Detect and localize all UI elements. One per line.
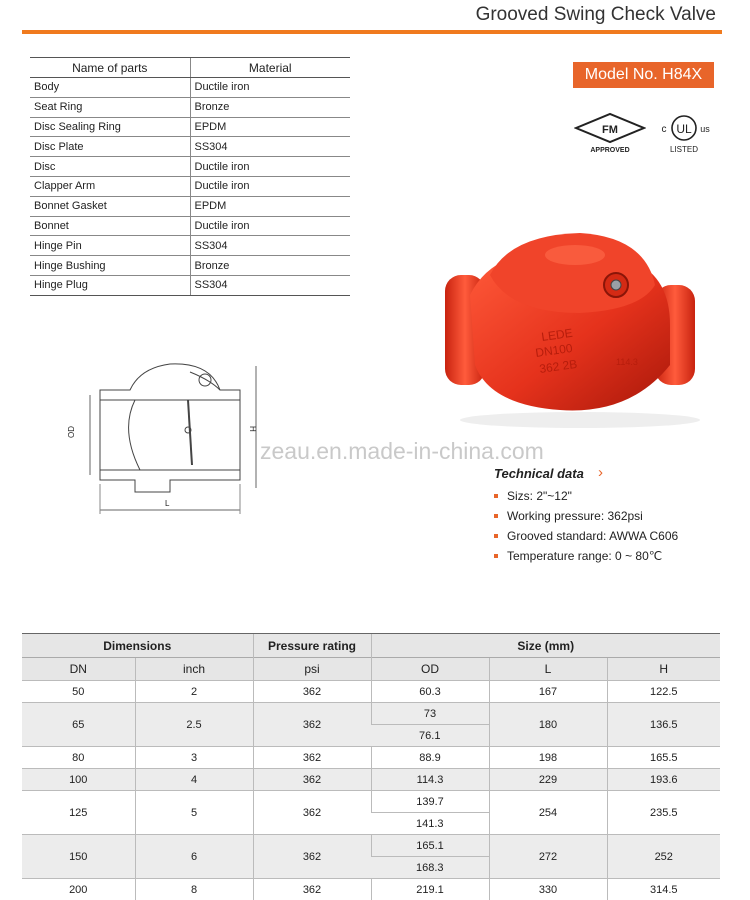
ul-listed-logo bbox=[655, 112, 713, 156]
cell-dn: 200 bbox=[22, 879, 135, 900]
part-material: Ductile iron bbox=[190, 157, 350, 177]
cell-od: 73 bbox=[371, 703, 489, 725]
table-row bbox=[22, 747, 720, 769]
ul-c: c bbox=[661, 124, 667, 135]
fm-mark: FM bbox=[602, 124, 618, 136]
fm-approved-logo bbox=[574, 112, 646, 156]
dims-header-psi: psi bbox=[253, 658, 371, 681]
cell-psi: 362 bbox=[253, 703, 371, 747]
cell-dn: 150 bbox=[22, 835, 135, 879]
cell-l: 330 bbox=[489, 879, 607, 900]
part-material: Bronze bbox=[190, 97, 350, 117]
dims-group-size: Size (mm) bbox=[371, 634, 720, 658]
cell-inch: 3 bbox=[135, 747, 253, 769]
part-name: Hinge Bushing bbox=[30, 256, 190, 276]
cell-psi: 362 bbox=[253, 769, 371, 791]
cell-l: 254 bbox=[489, 791, 607, 835]
dims-header-od: OD bbox=[371, 658, 489, 681]
cell-h: 136.5 bbox=[607, 703, 720, 747]
valve-photo bbox=[430, 215, 730, 435]
table-row bbox=[30, 137, 350, 157]
cell-h: 314.5 bbox=[607, 879, 720, 900]
table-row bbox=[30, 256, 350, 276]
ul-us: us bbox=[700, 124, 710, 134]
part-name: Disc Plate bbox=[30, 137, 190, 157]
table-row bbox=[30, 275, 350, 295]
cell-psi: 362 bbox=[253, 681, 371, 703]
table-row bbox=[22, 681, 720, 703]
valve-drawing bbox=[60, 360, 270, 520]
table-row bbox=[22, 703, 720, 725]
part-name: Hinge Pin bbox=[30, 236, 190, 256]
cell-psi: 362 bbox=[253, 791, 371, 835]
part-material: Ductile iron bbox=[190, 78, 350, 98]
list-item: Temperature range: 0 ~ 80℃ bbox=[494, 546, 678, 566]
part-name: Clapper Arm bbox=[30, 176, 190, 196]
cell-dn: 100 bbox=[22, 769, 135, 791]
cell-l: 180 bbox=[489, 703, 607, 747]
cell-inch: 5 bbox=[135, 791, 253, 835]
cell-psi: 362 bbox=[253, 879, 371, 900]
cell-od: 141.3 bbox=[371, 813, 489, 835]
cell-od: 88.9 bbox=[371, 747, 489, 769]
cell-l: 272 bbox=[489, 835, 607, 879]
part-name: Body bbox=[30, 78, 190, 98]
part-name: Hinge Plug bbox=[30, 275, 190, 295]
cell-od: 219.1 bbox=[371, 879, 489, 900]
part-name: Disc bbox=[30, 157, 190, 177]
cell-psi: 362 bbox=[253, 835, 371, 879]
dims-header-dn: DN bbox=[22, 658, 135, 681]
photo-marking-1: LEDE bbox=[540, 325, 574, 344]
dims-header-l: L bbox=[489, 658, 607, 681]
cell-dn: 80 bbox=[22, 747, 135, 769]
part-material: SS304 bbox=[190, 137, 350, 157]
cell-dn: 125 bbox=[22, 791, 135, 835]
cell-inch: 6 bbox=[135, 835, 253, 879]
fm-caption: APPROVED bbox=[590, 147, 630, 154]
drawing-label-l: L bbox=[165, 499, 170, 508]
drawing-label-od: OD bbox=[67, 426, 76, 438]
cell-inch: 2.5 bbox=[135, 703, 253, 747]
technical-data-title: Technical data bbox=[494, 466, 584, 481]
parts-table bbox=[30, 57, 350, 296]
cell-h: 193.6 bbox=[607, 769, 720, 791]
ul-mark: UL bbox=[676, 122, 692, 136]
part-name: Disc Sealing Ring bbox=[30, 117, 190, 137]
cell-od: 60.3 bbox=[371, 681, 489, 703]
dims-header-h: H bbox=[607, 658, 720, 681]
page-title: Grooved Swing Check Valve bbox=[475, 4, 716, 25]
part-material: SS304 bbox=[190, 275, 350, 295]
part-material: Ductile iron bbox=[190, 176, 350, 196]
ul-caption: LISTED bbox=[669, 145, 699, 154]
part-material: EPDM bbox=[190, 196, 350, 216]
photo-marking-3: 362 2B bbox=[538, 356, 579, 376]
parts-header-name: Name of parts bbox=[30, 58, 190, 78]
list-item: Grooved standard: AWWA C606 bbox=[494, 526, 678, 546]
model-number-badge: Model No. H84X bbox=[573, 62, 714, 88]
part-material: Ductile iron bbox=[190, 216, 350, 236]
part-material: SS304 bbox=[190, 236, 350, 256]
cell-l: 167 bbox=[489, 681, 607, 703]
chevron-right-icon: › bbox=[598, 464, 603, 481]
cell-od: 165.1 bbox=[371, 835, 489, 857]
table-row bbox=[30, 117, 350, 137]
cell-dn: 50 bbox=[22, 681, 135, 703]
table-row bbox=[30, 97, 350, 117]
table-row bbox=[30, 196, 350, 216]
cell-od: 168.3 bbox=[371, 857, 489, 879]
cell-h: 122.5 bbox=[607, 681, 720, 703]
parts-header-material: Material bbox=[190, 58, 350, 78]
table-row bbox=[22, 769, 720, 791]
photo-marking-size: 114.3 bbox=[616, 357, 638, 367]
drawing-label-h: H bbox=[248, 426, 257, 432]
table-row bbox=[30, 157, 350, 177]
table-row bbox=[30, 216, 350, 236]
technical-data-list bbox=[494, 486, 678, 566]
cell-psi: 362 bbox=[253, 747, 371, 769]
cell-od: 114.3 bbox=[371, 769, 489, 791]
part-name: Bonnet Gasket bbox=[30, 196, 190, 216]
cell-od: 139.7 bbox=[371, 791, 489, 813]
cell-od: 76.1 bbox=[371, 725, 489, 747]
part-material: Bronze bbox=[190, 256, 350, 276]
table-row bbox=[30, 78, 350, 98]
table-row bbox=[22, 835, 720, 857]
table-row bbox=[22, 791, 720, 813]
cell-inch: 8 bbox=[135, 879, 253, 900]
dims-group-dimensions: Dimensions bbox=[22, 634, 253, 658]
part-name: Seat Ring bbox=[30, 97, 190, 117]
cell-inch: 4 bbox=[135, 769, 253, 791]
part-material: EPDM bbox=[190, 117, 350, 137]
cell-h: 165.5 bbox=[607, 747, 720, 769]
watermark: zeau.en.made-in-china.com bbox=[260, 438, 544, 464]
cell-dn: 65 bbox=[22, 703, 135, 747]
dimensions-table bbox=[22, 633, 720, 900]
table-row bbox=[22, 879, 720, 900]
cell-h: 252 bbox=[607, 835, 720, 879]
cell-h: 235.5 bbox=[607, 791, 720, 835]
table-row bbox=[30, 236, 350, 256]
dims-group-pressure: Pressure rating bbox=[253, 634, 371, 658]
list-item: Working pressure: 362psi bbox=[494, 506, 678, 526]
cell-inch: 2 bbox=[135, 681, 253, 703]
cell-l: 229 bbox=[489, 769, 607, 791]
dims-header-inch: inch bbox=[135, 658, 253, 681]
part-name: Bonnet bbox=[30, 216, 190, 236]
title-rule bbox=[22, 30, 722, 34]
table-row bbox=[30, 176, 350, 196]
list-item: Sizs: 2"~12" bbox=[494, 486, 678, 506]
cell-l: 198 bbox=[489, 747, 607, 769]
photo-marking-2: DN100 bbox=[534, 340, 574, 360]
